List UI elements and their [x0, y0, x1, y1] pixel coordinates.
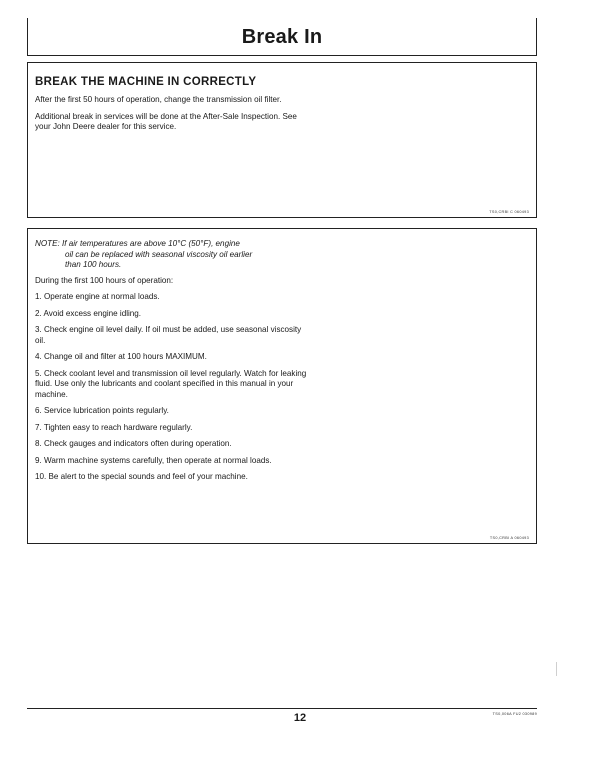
list-item: 4. Change oil and filter at 100 hours MAXIMUM.	[35, 352, 207, 361]
list-item: 10. Be alert to the special sounds and feel of your machine.	[35, 472, 248, 481]
paragraph: Additional break in services will be done at the After-Sale Inspection. See your John Deere dealer for this service.	[35, 111, 297, 131]
list-item: 3. Check engine oil level daily. If oil must be added, use seasonal viscosity oil.	[35, 325, 302, 345]
paragraph: After the first 50 hours of operation, change the transmission oil filter.	[35, 95, 282, 104]
section-first-100-hours	[27, 228, 537, 544]
section-code: TS0,CRBI A 060493	[489, 536, 529, 540]
section-break-in-correctly	[27, 62, 537, 218]
intro-text: During the first 100 hours of operation:	[35, 275, 174, 285]
list-item: 2. Avoid excess engine idling.	[35, 308, 142, 318]
list-item: 9. Warm machine systems carefully, then operate at normal loads.	[35, 455, 272, 465]
list-item: 5. Check coolant level and transmission oil level regularly. Watch for leaking fluid. Use only the lubricants and coolant specified in this manual in your machine.	[35, 368, 307, 399]
list-item: 7. Tighten easy to reach hardware regularly.	[35, 422, 193, 432]
list-item: 1. Operate engine at normal loads.	[35, 292, 160, 301]
note-text-line-2: oil can be replaced with seasonal viscosity oil earlier	[65, 249, 253, 259]
scan-mark	[556, 662, 557, 676]
note-text-line-3: than 100 hours.	[65, 260, 122, 269]
page-title: Break In	[241, 26, 323, 48]
note-label: NOTE:	[35, 239, 60, 248]
page-number: 12	[293, 712, 307, 724]
section-content	[35, 76, 310, 139]
section-code: TS0,CRBI C 060493	[489, 210, 529, 214]
list-item: 6. Service lubrication points regularly.	[35, 406, 169, 415]
footer-code: TS0,006A FU2 030989	[492, 712, 537, 716]
section-heading: BREAK THE MACHINE IN CORRECTLY	[35, 76, 257, 88]
list-item: 8. Check gauges and indicators often during operation.	[35, 439, 232, 448]
section-content	[35, 239, 313, 489]
note-text-line-1: If air temperatures are above 10°C (50°F), engine	[61, 239, 240, 248]
note	[35, 239, 313, 271]
page-title-box	[27, 18, 537, 56]
footer-rule	[27, 708, 537, 709]
